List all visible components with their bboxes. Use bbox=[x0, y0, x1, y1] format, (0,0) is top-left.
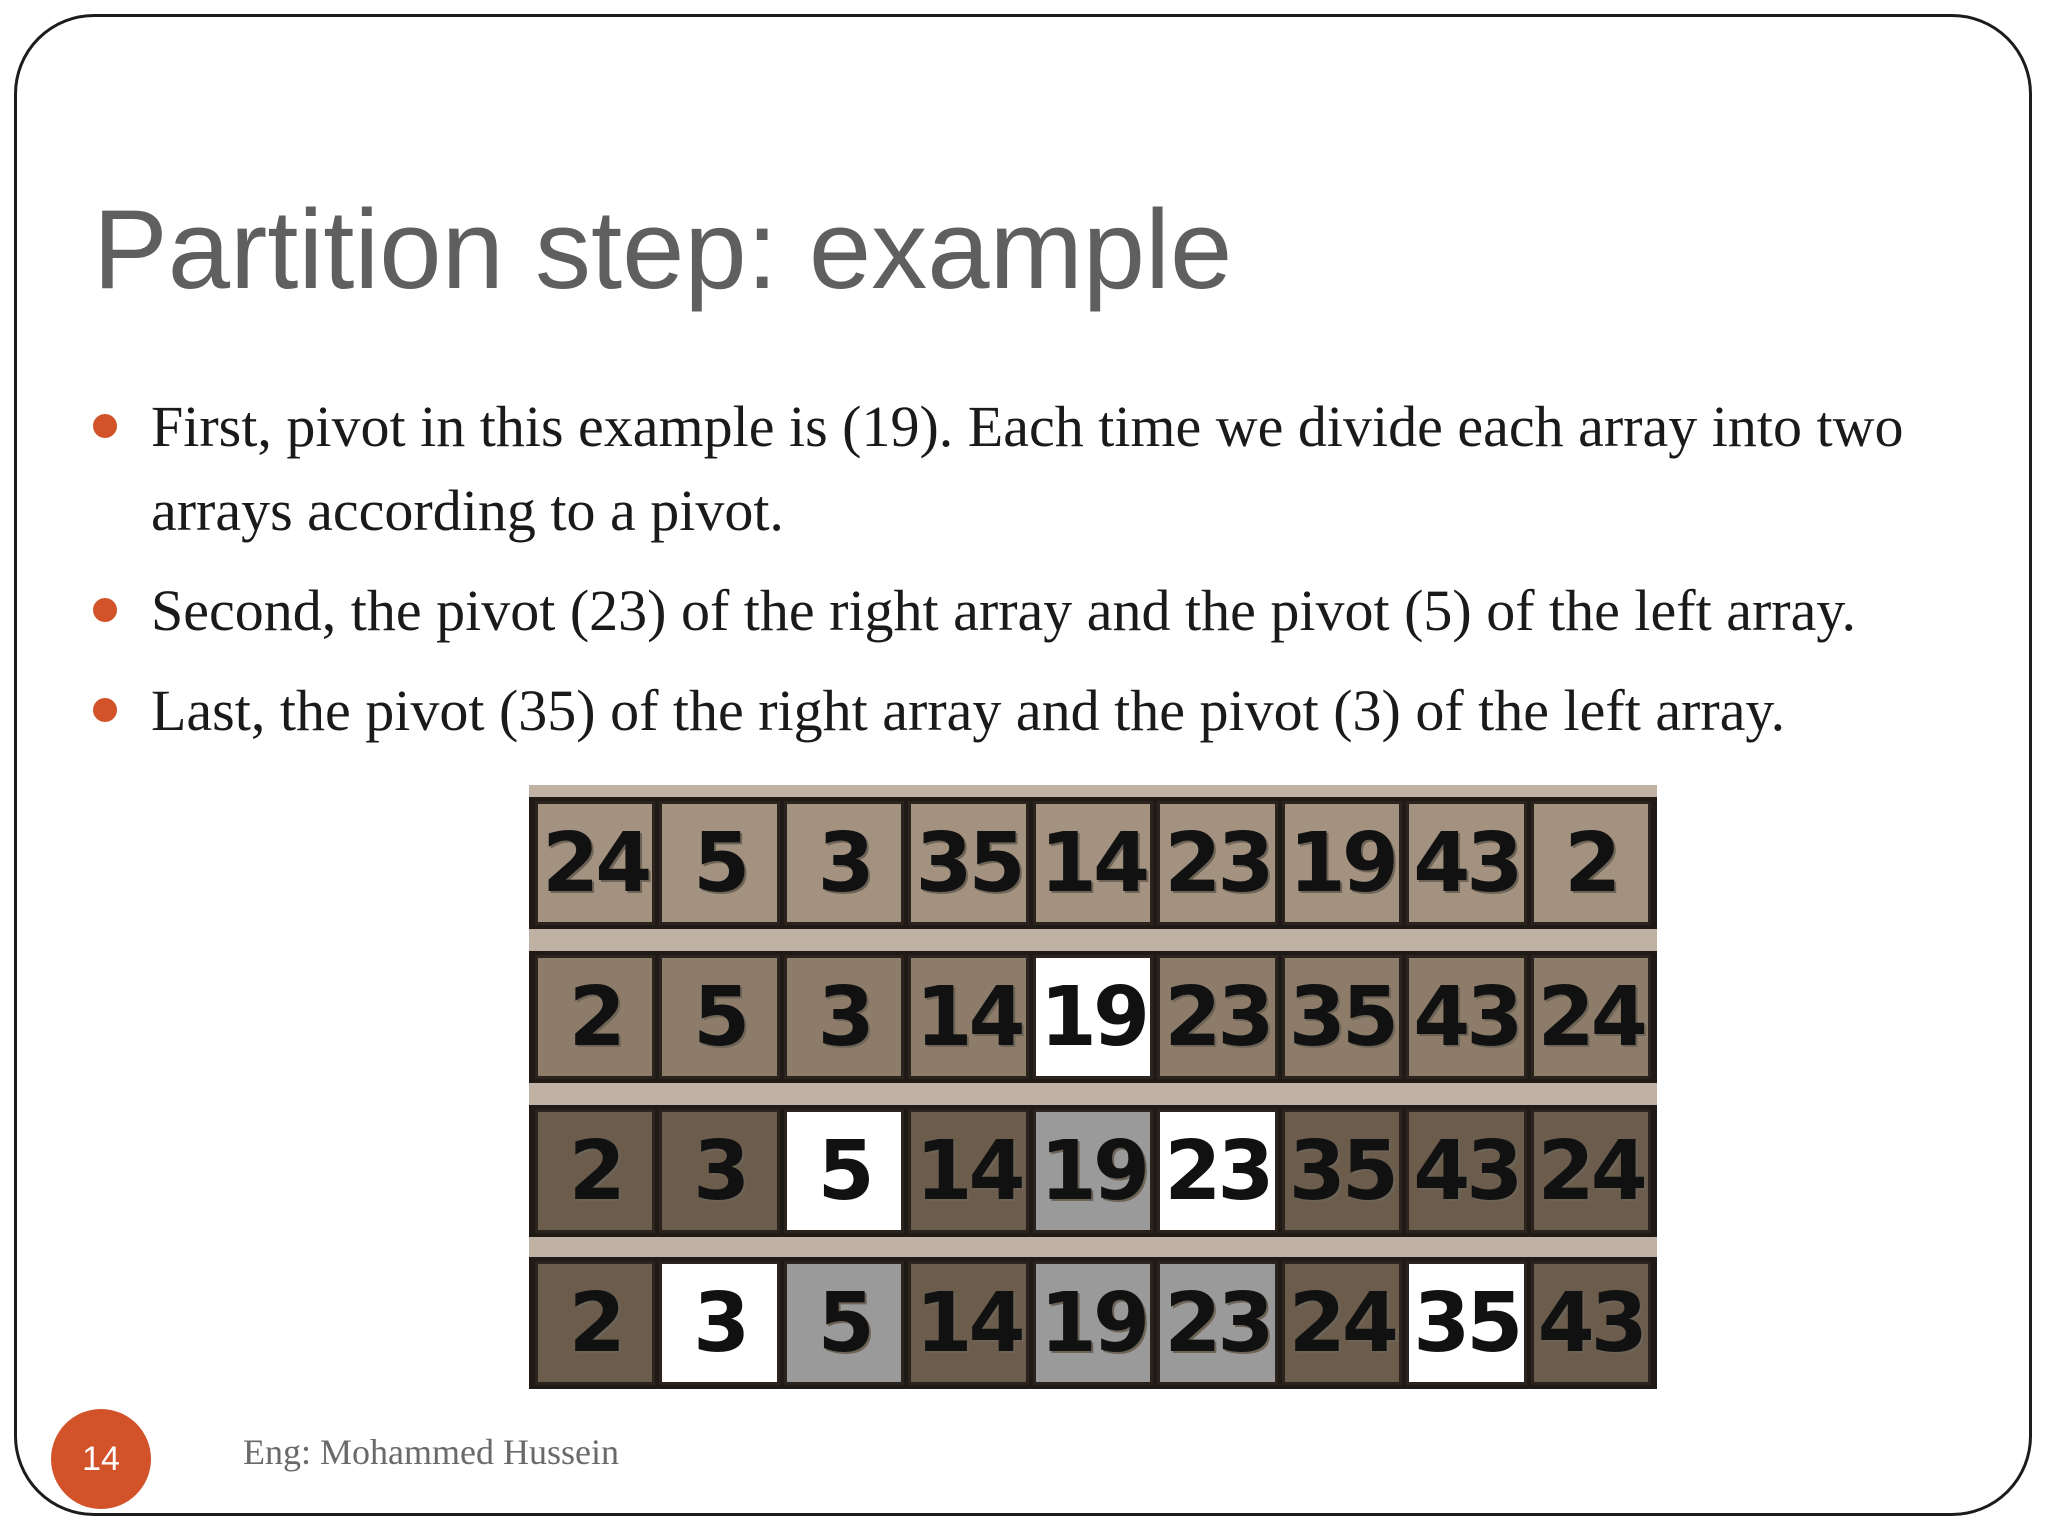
array-cell: 35 bbox=[1282, 1109, 1402, 1233]
array-cell: 2 bbox=[535, 1261, 655, 1385]
array-cell: 2 bbox=[1531, 801, 1651, 925]
array-cell: 19 bbox=[1033, 1261, 1153, 1385]
array-cell: 35 bbox=[1406, 1261, 1526, 1385]
array-cell: 35 bbox=[908, 801, 1028, 925]
bullet-text: Second, the pivot (23) of the right array and the pivot (5) of the left array. bbox=[151, 578, 1857, 643]
bullet-item bbox=[89, 669, 2019, 753]
array-cell: 24 bbox=[1531, 1109, 1651, 1233]
array-cell: 23 bbox=[1157, 1109, 1277, 1233]
slide bbox=[14, 14, 2032, 1516]
bullet-text: Last, the pivot (35) of the right array and the pivot (3) of the left array. bbox=[151, 678, 1786, 743]
bullet-dot-icon bbox=[93, 598, 117, 622]
bullet-item bbox=[89, 385, 2019, 553]
bullet-list bbox=[89, 385, 2019, 769]
array-step-row bbox=[529, 1105, 1657, 1237]
array-cell: 3 bbox=[659, 1109, 779, 1233]
array-cell: 43 bbox=[1531, 1261, 1651, 1385]
array-cell: 43 bbox=[1406, 955, 1526, 1079]
array-cell: 24 bbox=[535, 801, 655, 925]
array-cell: 43 bbox=[1406, 1109, 1526, 1233]
array-cell: 3 bbox=[659, 1261, 779, 1385]
array-cell: 19 bbox=[1282, 801, 1402, 925]
array-cell: 5 bbox=[659, 801, 779, 925]
array-cell: 24 bbox=[1531, 955, 1651, 1079]
page-number-badge: 14 bbox=[51, 1409, 151, 1509]
array-cell: 14 bbox=[1033, 801, 1153, 925]
array-cell: 2 bbox=[535, 955, 655, 1079]
array-cell: 24 bbox=[1282, 1261, 1402, 1385]
array-cell: 14 bbox=[908, 1109, 1028, 1233]
bullet-item bbox=[89, 569, 2019, 653]
array-cell: 5 bbox=[784, 1109, 904, 1233]
array-step-row bbox=[529, 1257, 1657, 1389]
array-cell: 3 bbox=[784, 955, 904, 1079]
bullet-text: First, pivot in this example is (19). Each time we divide each array into two arrays according to a pivot. bbox=[151, 394, 1904, 543]
array-cell: 14 bbox=[908, 955, 1028, 1079]
array-cell: 23 bbox=[1157, 801, 1277, 925]
array-cell: 2 bbox=[535, 1109, 655, 1233]
array-cell: 14 bbox=[908, 1261, 1028, 1385]
slide-title: Partition step: example bbox=[93, 187, 1233, 312]
bullet-dot-icon bbox=[93, 414, 117, 438]
array-cell: 35 bbox=[1282, 955, 1402, 1079]
array-step-row bbox=[529, 797, 1657, 929]
array-cell: 5 bbox=[784, 1261, 904, 1385]
array-cell: 5 bbox=[659, 955, 779, 1079]
author-footer: Eng: Mohammed Hussein bbox=[243, 1432, 619, 1472]
array-cell: 23 bbox=[1157, 955, 1277, 1079]
array-step-row bbox=[529, 951, 1657, 1083]
array-cell: 19 bbox=[1033, 955, 1153, 1079]
array-cell: 19 bbox=[1033, 1109, 1153, 1233]
array-cell: 3 bbox=[784, 801, 904, 925]
bullet-dot-icon bbox=[93, 698, 117, 722]
array-cell: 43 bbox=[1406, 801, 1526, 925]
partition-array-figure bbox=[529, 785, 1657, 1389]
array-cell: 23 bbox=[1157, 1261, 1277, 1385]
